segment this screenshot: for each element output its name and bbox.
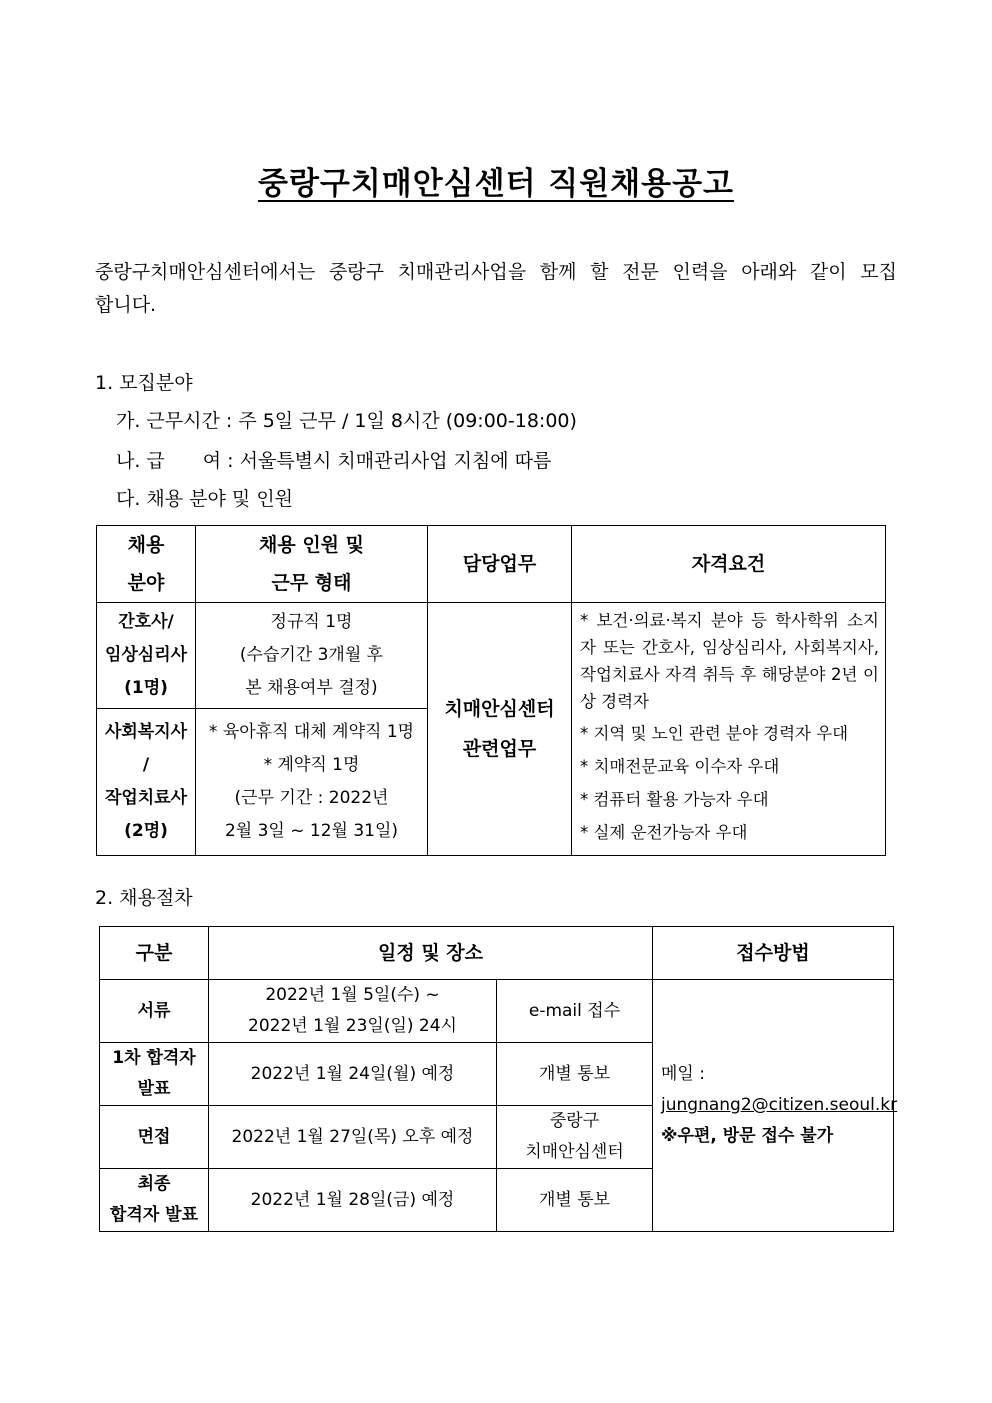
stage-first-result: 1차 합격자 발표 <box>100 1043 209 1106</box>
schedule-first-result: 2022년 1월 24일(월) 예정 <box>209 1043 497 1106</box>
header-method: 접수방법 <box>653 927 894 980</box>
qualification-item: * 실제 운전가능자 우대 <box>580 823 748 842</box>
method-note: ※우편, 방문 접수 불가 <box>661 1126 834 1146</box>
header-type: 채용 인원 및 근무 형태 <box>196 526 428 603</box>
section2-heading: 2. 채용절차 <box>95 887 193 909</box>
stage-documents: 서류 <box>100 980 209 1043</box>
schedule-final-result: 2022년 1월 28일(금) 예정 <box>209 1169 497 1232</box>
qualification-item: * 치매전문교육 이수자 우대 <box>580 757 780 776</box>
header-duty: 담당업무 <box>428 526 572 603</box>
section1-item-salary: 나. 급 여 : 서울특별시 치매관리사업 지침에 따름 <box>116 450 552 472</box>
header-stage: 구분 <box>100 927 209 980</box>
schedule-interview: 2022년 1월 27일(목) 오후 예정 <box>209 1106 497 1169</box>
page-title: 중랑구치매안심센터 직원채용공고 <box>258 166 734 202</box>
stage-final-result: 최종 합격자 발표 <box>100 1169 209 1232</box>
row-field-social: 사회복지사 / 작업치료사 (2명) <box>97 709 196 856</box>
procedure-table <box>99 926 898 1232</box>
place-interview: 중랑구 치매안심센터 <box>497 1106 653 1169</box>
method-label: 메일 : <box>661 1064 705 1084</box>
row-type-nurse: 정규직 1명 (수습기간 3개월 후 본 채용여부 결정) <box>196 603 428 709</box>
qualification-item: * 보건·의료·복지 분야 등 학사학위 소지자 또는 간호사, 임상심리사, 사회복지사, 작업치료사 자격 취득 후 해당분야 2년 이상 경력자 <box>580 611 879 711</box>
section1-item-positions: 다. 채용 분야 및 인원 <box>116 488 294 510</box>
row-field-nurse: 간호사/ 임상심리사 (1명) <box>97 603 196 709</box>
qualification-cell <box>572 603 886 856</box>
place-documents: e-mail 접수 <box>497 980 653 1043</box>
schedule-documents: 2022년 1월 5일(수) ~ 2022년 1월 23일(일) 24시 <box>209 980 497 1043</box>
method-cell <box>653 980 898 1232</box>
header-qualification: 자격요건 <box>572 526 886 603</box>
recruitment-table <box>96 525 886 856</box>
place-first-result: 개별 통보 <box>497 1043 653 1106</box>
place-final-result: 개별 통보 <box>497 1169 653 1232</box>
header-schedule: 일정 및 장소 <box>209 927 653 980</box>
stage-interview: 면접 <box>100 1106 209 1169</box>
header-field: 채용 분야 <box>97 526 196 603</box>
qualification-item: * 지역 및 노인 관련 분야 경력자 우대 <box>580 724 849 743</box>
email-link[interactable]: jungnang2@citizen.seoul.kr <box>661 1095 898 1115</box>
section1-item-hours: 가. 근무시간 : 주 5일 근무 / 1일 8시간 (09:00-18:00) <box>116 410 577 432</box>
section1-heading: 1. 모집분야 <box>95 372 193 394</box>
duty-cell: 치매안심센터 관련업무 <box>428 603 572 856</box>
qualification-item: * 컴퓨터 활용 가능자 우대 <box>580 790 769 809</box>
intro-paragraph: 중랑구치매안심센터에서는 중랑구 치매관리사업을 함께 할 전문 인력을 아래와 같이 모집합니다. <box>95 261 897 316</box>
row-type-social: * 육아휴직 대체 계약직 1명 * 계약직 1명 (근무 기간 : 2022년 2월 3일 ~ 12월 31일) <box>196 709 428 856</box>
